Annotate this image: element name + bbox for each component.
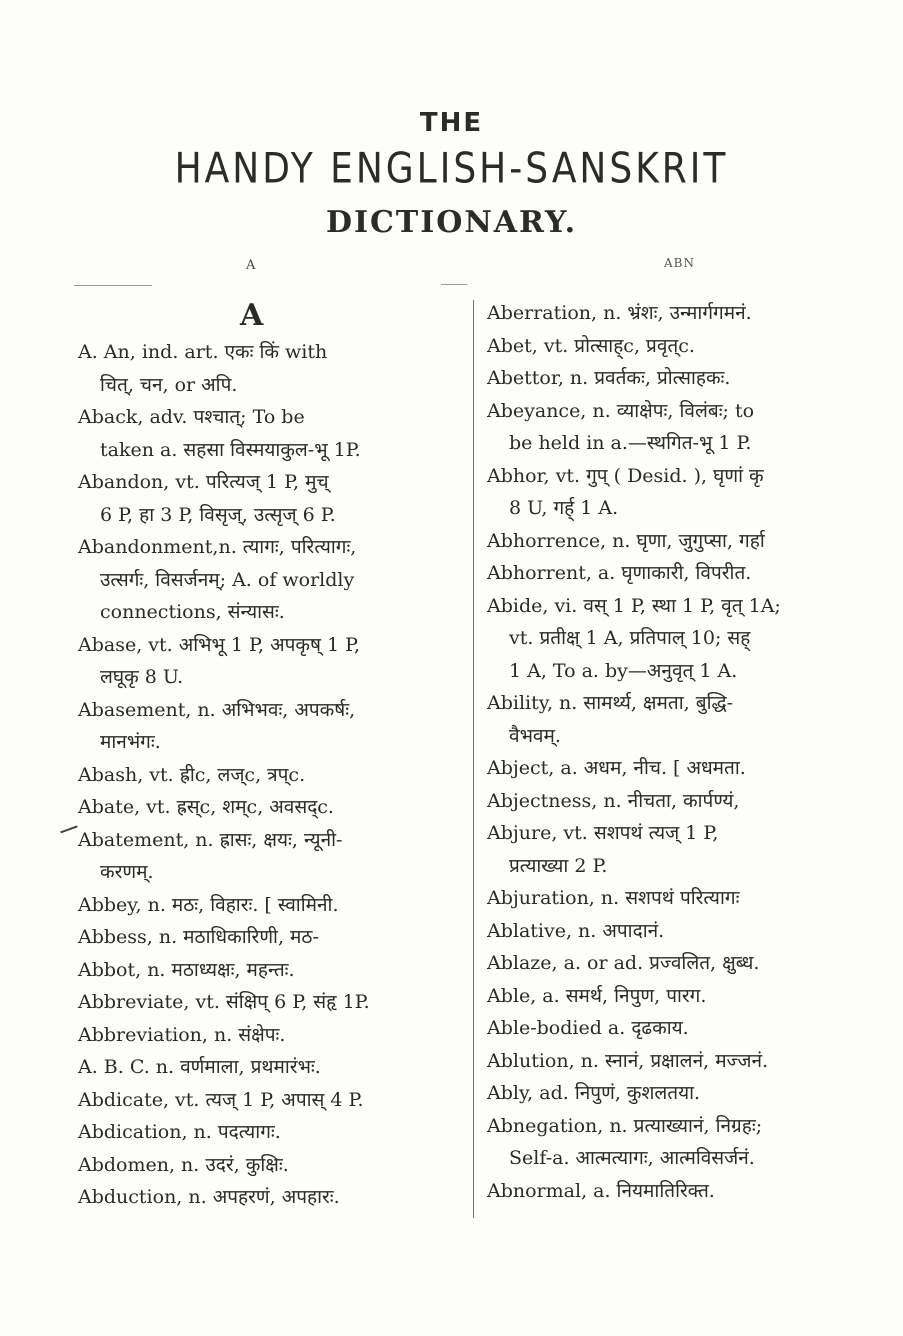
dictionary-entry xyxy=(487,297,865,330)
entry-continuation: 8 U, गर्ह् 1 A. xyxy=(509,497,619,519)
dictionary-entry xyxy=(487,882,865,915)
entry-headline: Abnormal, a. नियमातिरिक्त. xyxy=(487,1179,715,1202)
entry-continuation: 6 P, हा 3 P, विसृज्, उत्सृज् 6 P. xyxy=(100,503,336,526)
entry-headline: A. An, ind. art. एकः किं with xyxy=(78,341,328,363)
entry-headline: Aberration, n. भ्रंशः, उन्मार्गगमनं. xyxy=(487,302,752,324)
dictionary-entry xyxy=(487,1012,865,1045)
dictionary-entry xyxy=(78,1181,448,1214)
dictionary-entry xyxy=(487,1077,865,1110)
entry-headline: Abhorrence, n. घृणा, जुगुप्सा, गर्हा xyxy=(487,529,765,552)
entry-continuation: वैभवम्. xyxy=(509,724,561,747)
dictionary-entry xyxy=(78,1149,448,1182)
dictionary-entry xyxy=(78,889,448,922)
dictionary-entry xyxy=(487,752,865,785)
entry-continuation: 1 A, To a. by—अनुवृत् 1 A. xyxy=(509,659,738,682)
right-column xyxy=(487,297,865,1207)
dictionary-entry xyxy=(78,694,448,759)
entry-headline: Abash, vt. ह्रीc, लज्c, त्रप्c. xyxy=(78,763,306,786)
entry-headline: Abeyance, n. व्याक्षेपः, विलंबः; to xyxy=(487,399,755,422)
entry-headline: Abbreviate, vt. संक्षिप् 6 P, संहृ 1P. xyxy=(78,991,370,1013)
entry-continuation: vt. प्रतीक्ष् 1 A, प्रतिपाल् 10; सह् xyxy=(509,627,751,649)
entry-headline: Abdomen, n. उदरं, कुक्षिः. xyxy=(78,1153,289,1176)
entry-headline: Abnegation, n. प्रत्याख्यानं, निग्रहः; xyxy=(487,1114,763,1137)
entry-headline: Ably, ad. निपुणं, कुशलतया. xyxy=(487,1082,701,1104)
entry-headline: Abbreviation, n. संक्षेपः. xyxy=(78,1023,286,1046)
dictionary-entry xyxy=(487,817,865,882)
entry-headline: Abduction, n. अपहरणं, अपहारः. xyxy=(78,1186,340,1208)
entry-headline: Abject, a. अधम, नीच. [ अधमता. xyxy=(487,757,746,779)
dictionary-entry xyxy=(78,791,448,824)
entry-headline: Ablaze, a. or ad. प्रज्वलित, क्षुब्ध. xyxy=(487,952,760,974)
entry-continuation: करणम्. xyxy=(100,861,154,883)
dictionary-entry xyxy=(487,395,865,460)
dictionary-entry xyxy=(78,986,448,1019)
left-column xyxy=(78,336,448,1214)
dictionary-entry xyxy=(487,557,865,590)
dictionary-entry xyxy=(487,330,865,363)
dictionary-entry xyxy=(78,921,448,954)
entry-headline: Abide, vi. वस् 1 P, स्था 1 P, वृत् 1A; xyxy=(487,594,781,617)
entry-continuation: connections, संन्यासः. xyxy=(100,601,285,623)
header-rule-mid xyxy=(441,284,467,285)
entry-headline: Abettor, n. प्रवर्तकः, प्रोत्साहकः. xyxy=(487,367,731,389)
entry-continuation: taken a. सहसा विस्मयाकुल-भू 1P. xyxy=(100,438,361,461)
entry-headline: A. B. C. n. वर्णमाला, प्रथमारंभः. xyxy=(78,1056,321,1078)
entry-headline: Abatement, n. ह्रासः, क्षयः, न्यूनी- xyxy=(78,828,343,851)
dictionary-entry xyxy=(78,954,448,987)
book-subtitle: DICTIONARY. xyxy=(325,205,578,240)
dictionary-entry xyxy=(78,1084,448,1117)
entry-headline: Abhorrent, a. घृणाकारी, विपरीत. xyxy=(487,562,752,584)
dictionary-entry xyxy=(78,1019,448,1052)
entry-headline: Aback, adv. पश्चात्; To be xyxy=(78,406,305,428)
entry-continuation: लघूकृ 8 U. xyxy=(100,666,184,688)
dictionary-entry xyxy=(487,460,865,525)
entry-headline: Abandon, vt. परित्यज् 1 P, मुच् xyxy=(78,471,329,493)
entry-headline: Able, a. समर्थ, निपुण, पारग. xyxy=(487,984,707,1007)
entry-continuation: मानभंगः. xyxy=(100,731,161,753)
entry-headline: Abhor, vt. गुप् ( Desid. ), घृणां कृ xyxy=(487,464,764,487)
dictionary-entry xyxy=(78,401,448,466)
dictionary-entry xyxy=(78,759,448,792)
dictionary-entry xyxy=(487,947,865,980)
entry-headline: Abjectness, n. नीचता, कार्पण्यं, xyxy=(487,789,740,812)
dictionary-entry xyxy=(487,1045,865,1078)
entry-headline: Abet, vt. प्रोत्साह्c, प्रवृत्c. xyxy=(487,334,695,357)
entry-headline: Abandonment,n. त्यागः, परित्यागः, xyxy=(78,536,357,558)
dictionary-entry xyxy=(78,466,448,531)
entry-headline: Abdication, n. पदत्यागः. xyxy=(78,1121,281,1143)
entry-headline: Ablution, n. स्नानं, प्रक्षालनं, मज्जनं. xyxy=(487,1049,769,1072)
dictionary-entry xyxy=(487,915,865,948)
dictionary-entry xyxy=(78,629,448,694)
dictionary-entry xyxy=(487,980,865,1013)
entry-headline: Abate, vt. ह्रस्c, शम्c, अवसद्c. xyxy=(78,796,334,818)
dictionary-entry xyxy=(487,687,865,752)
dictionary-entry xyxy=(487,590,865,688)
running-head-left: A xyxy=(246,258,256,273)
entry-headline: Abbey, n. मठः, विहारः. [ स्वामिनी. xyxy=(78,893,339,916)
entry-headline: Ablative, n. अपादानं. xyxy=(487,919,665,942)
entry-headline: Abbess, n. मठाधिकारिणी, मठ- xyxy=(78,926,319,948)
dictionary-entry xyxy=(487,362,865,395)
book-title: HANDY ENGLISH-SANSKRIT xyxy=(174,144,729,194)
dictionary-entry xyxy=(487,785,865,818)
title-the: THE xyxy=(419,108,484,138)
dictionary-entry xyxy=(78,1116,448,1149)
dictionary-entry xyxy=(487,1175,865,1208)
dictionary-entry xyxy=(487,525,865,558)
dictionary-entry xyxy=(487,1110,865,1175)
entry-headline: Abdicate, vt. त्यज् 1 P, अपास् 4 P. xyxy=(78,1088,364,1111)
dictionary-entry xyxy=(78,1051,448,1084)
column-divider xyxy=(473,300,474,1218)
section-letter: A xyxy=(240,298,264,333)
dictionary-entry xyxy=(78,336,448,401)
entry-headline: Abjuration, n. सशपथं परित्यागः xyxy=(487,887,740,909)
dictionary-entry xyxy=(78,531,448,629)
entry-headline: Abasement, n. अभिभवः, अपकर्षः, xyxy=(78,698,356,721)
entry-continuation: चित्, चन, or अपि. xyxy=(100,373,238,396)
entry-continuation: प्रत्याख्या 2 P. xyxy=(509,854,608,877)
header-rule-left xyxy=(74,285,152,286)
entry-headline: Able-bodied a. दृढकाय. xyxy=(487,1017,689,1039)
entry-headline: Abjure, vt. सशपथं त्यज् 1 P, xyxy=(487,822,719,844)
entry-continuation: Self-a. आत्मत्यागः, आत्मविसर्जनं. xyxy=(509,1147,755,1169)
entry-continuation: उत्सर्गः, विसर्जनम्; A. of worldly xyxy=(100,568,355,591)
running-head-right: ABN xyxy=(664,256,695,270)
entry-headline: Abase, vt. अभिभू 1 P, अपकृष् 1 P, xyxy=(78,633,361,656)
entry-headline: Ability, n. सामर्थ्य, क्षमता, बुद्धि- xyxy=(487,692,734,714)
entry-continuation: be held in a.—स्थगित-भू 1 P. xyxy=(509,432,752,454)
dictionary-entry xyxy=(78,824,448,889)
entry-headline: Abbot, n. मठाध्यक्षः, महन्तः. xyxy=(78,958,295,981)
